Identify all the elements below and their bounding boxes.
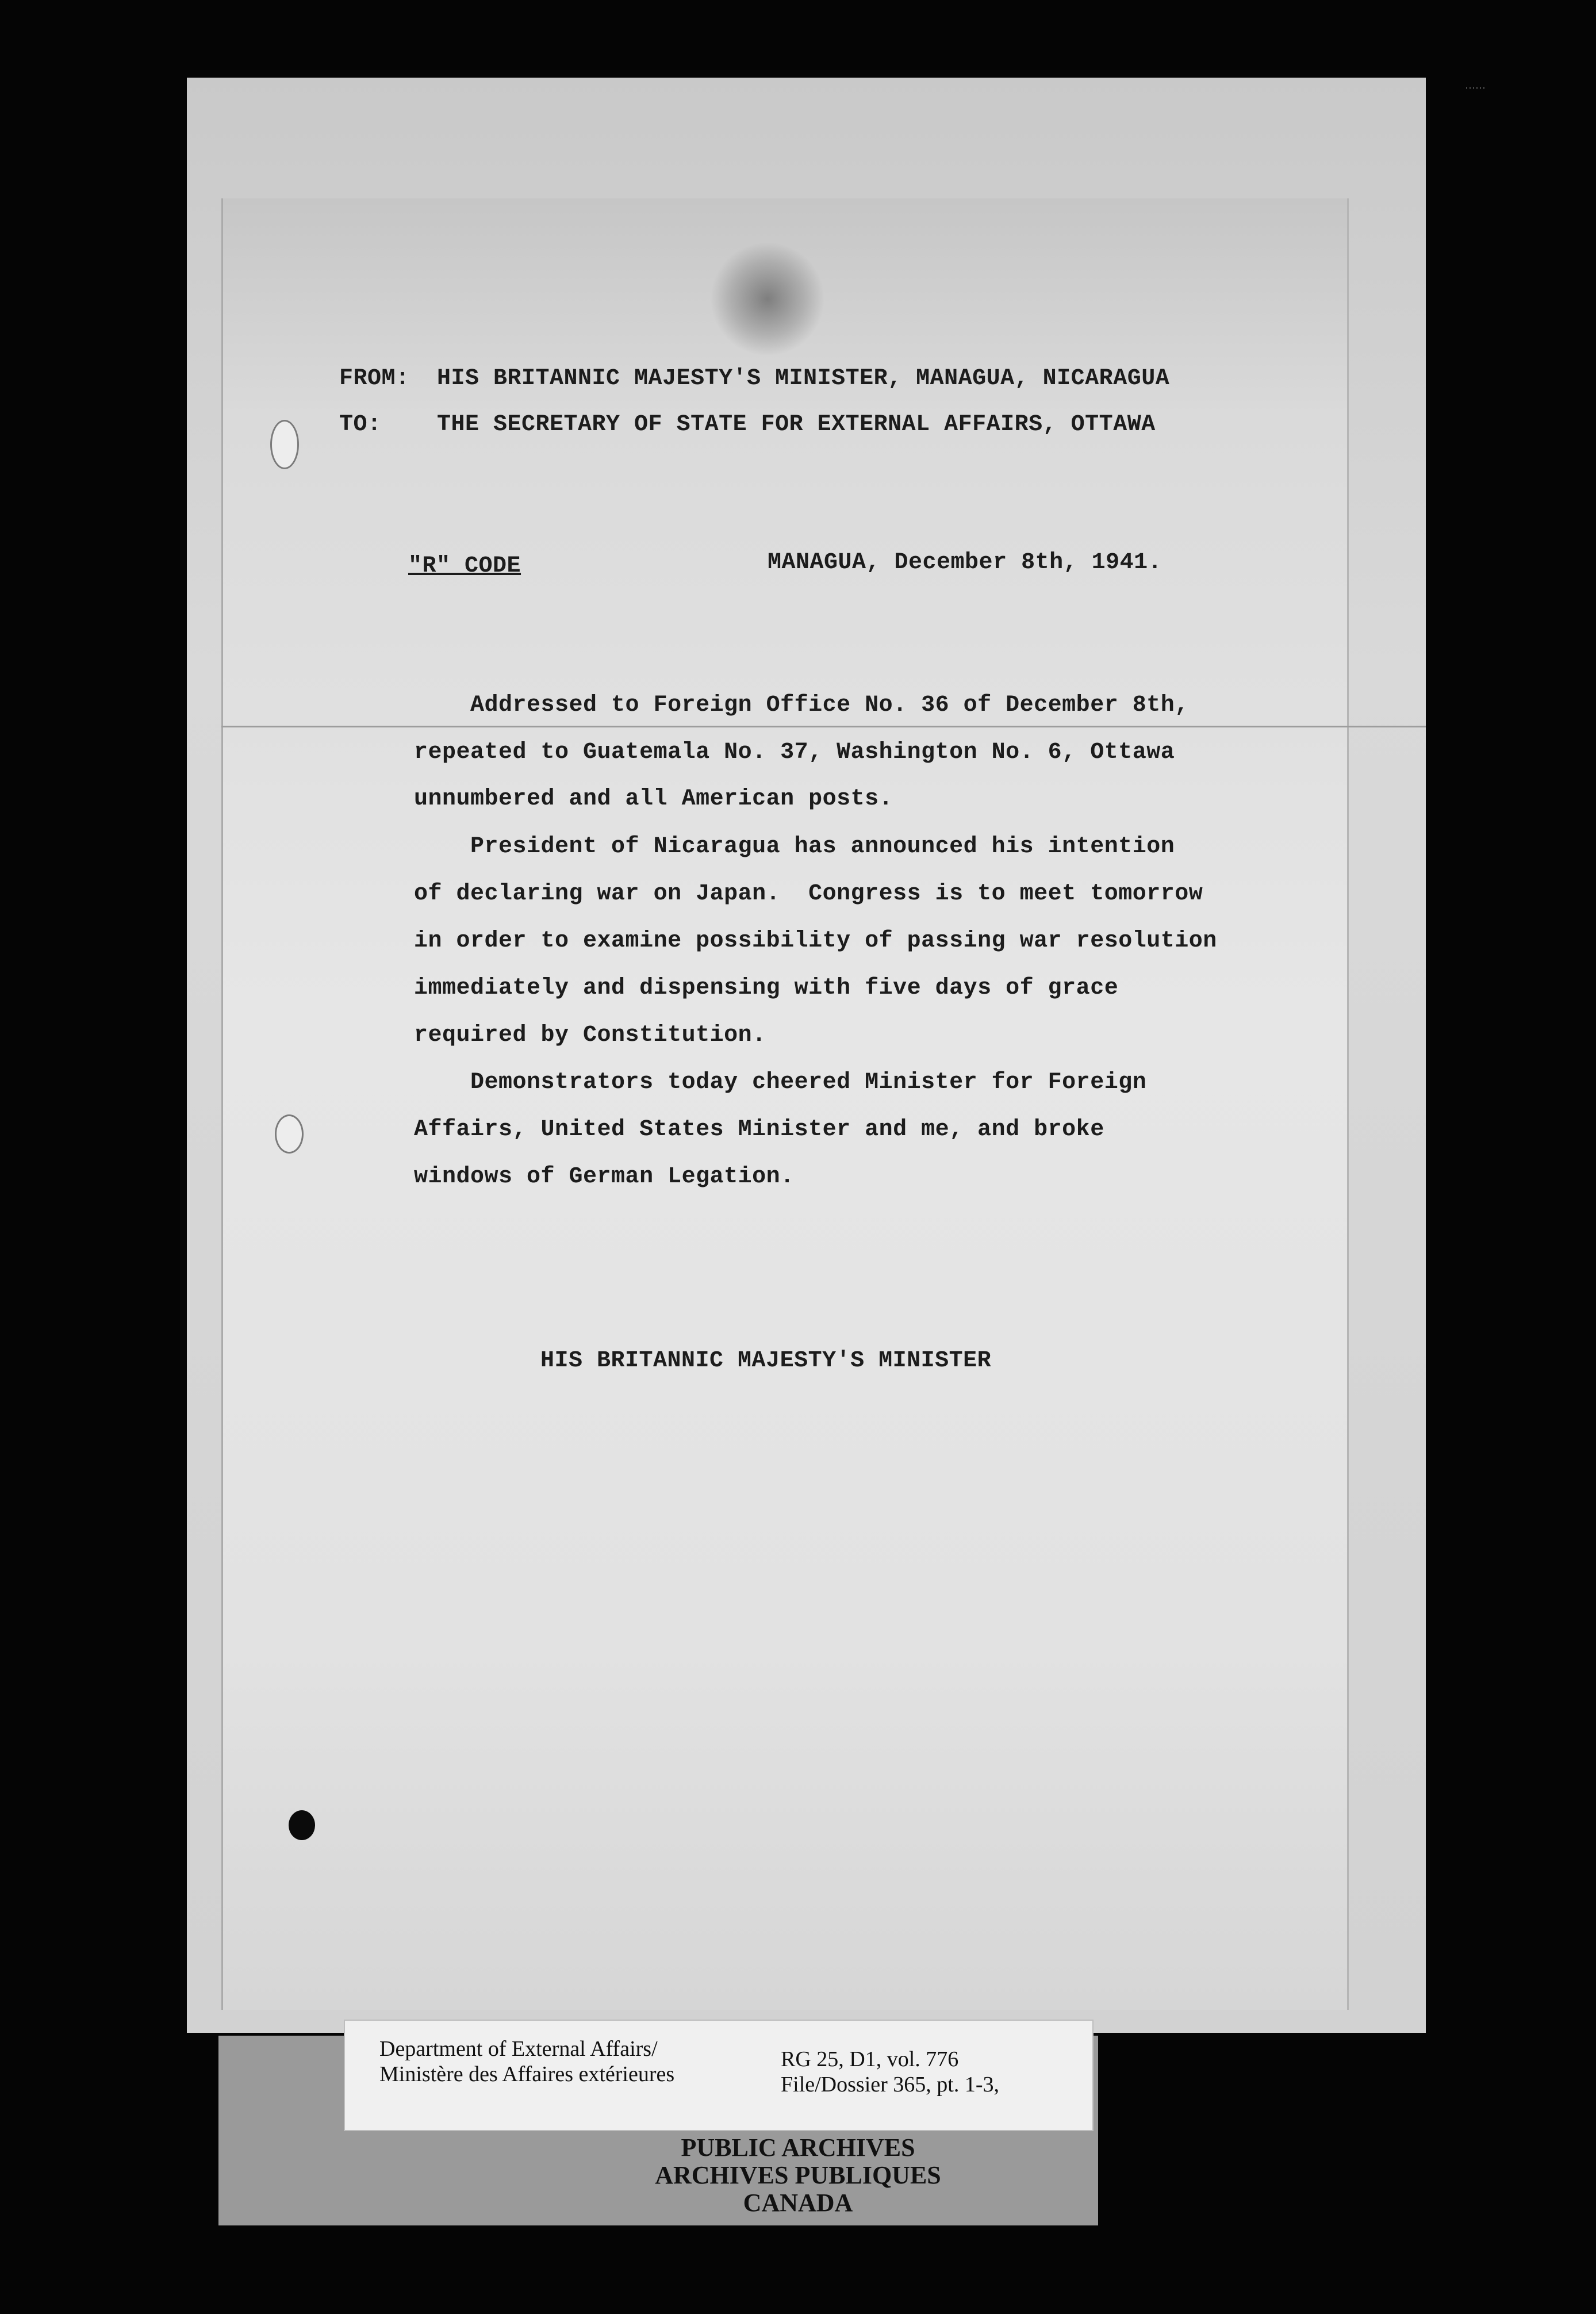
punch-hole-top [270, 420, 299, 469]
department-line-1: Department of External Affairs/ [379, 2037, 658, 2061]
archives-country: CANADA [743, 2189, 853, 2217]
body-line: windows of German Legation. [414, 1164, 795, 1190]
department-line-2: Ministère des Affaires extérieures [379, 2062, 675, 2086]
reference-line-1: RG 25, D1, vol. 776 [781, 2047, 959, 2071]
body-line: President of Nicaragua has announced his intention [414, 834, 1175, 860]
body-line: unnumbered and all American posts. [414, 786, 893, 812]
ink-stamp-mark [710, 242, 825, 357]
body-line: Demonstrators today cheered Minister for Foreign [414, 1070, 1147, 1095]
code-reference: "R" CODE [408, 553, 521, 579]
body-line: in order to examine possibility of passing war resolution [414, 928, 1217, 954]
body-line: required by Constitution. [414, 1022, 766, 1048]
signature: HIS BRITANNIC MAJESTY'S MINISTER [540, 1348, 992, 1374]
body-line: repeated to Guatemala No. 37, Washington No. 6, Ottawa [414, 740, 1175, 765]
to-value: THE SECRETARY OF STATE FOR EXTERNAL AFFAIRS, OTTAWA [437, 412, 1156, 438]
punch-hole-middle [275, 1114, 304, 1154]
from-value: HIS BRITANNIC MAJESTY'S MINISTER, MANAGUA, NICARAGUA [437, 366, 1170, 392]
archive-reference-card [344, 2020, 1094, 2131]
frame-number: ······ [1465, 82, 1486, 93]
reference-line-2: File/Dossier 365, pt. 1-3, [781, 2072, 999, 2097]
body-line: of declaring war on Japan. Congress is to meet tomorrow [414, 881, 1203, 907]
body-line: Addressed to Foreign Office No. 36 of December 8th, [414, 692, 1189, 718]
body-line: Affairs, United States Minister and me, and broke [414, 1117, 1104, 1143]
dateline: MANAGUA, December 8th, 1941. [768, 550, 1163, 576]
from-label: FROM: [339, 366, 410, 392]
to-label: TO: [339, 412, 382, 438]
telegram-page [221, 198, 1349, 2010]
punch-hole-bottom [289, 1810, 315, 1840]
body-line: immediately and dispensing with five days of grace [414, 975, 1119, 1001]
archives-title-en: PUBLIC ARCHIVES [681, 2133, 915, 2162]
archives-title-fr: ARCHIVES PUBLIQUES [655, 2161, 941, 2189]
page-fold-line [221, 726, 1426, 727]
